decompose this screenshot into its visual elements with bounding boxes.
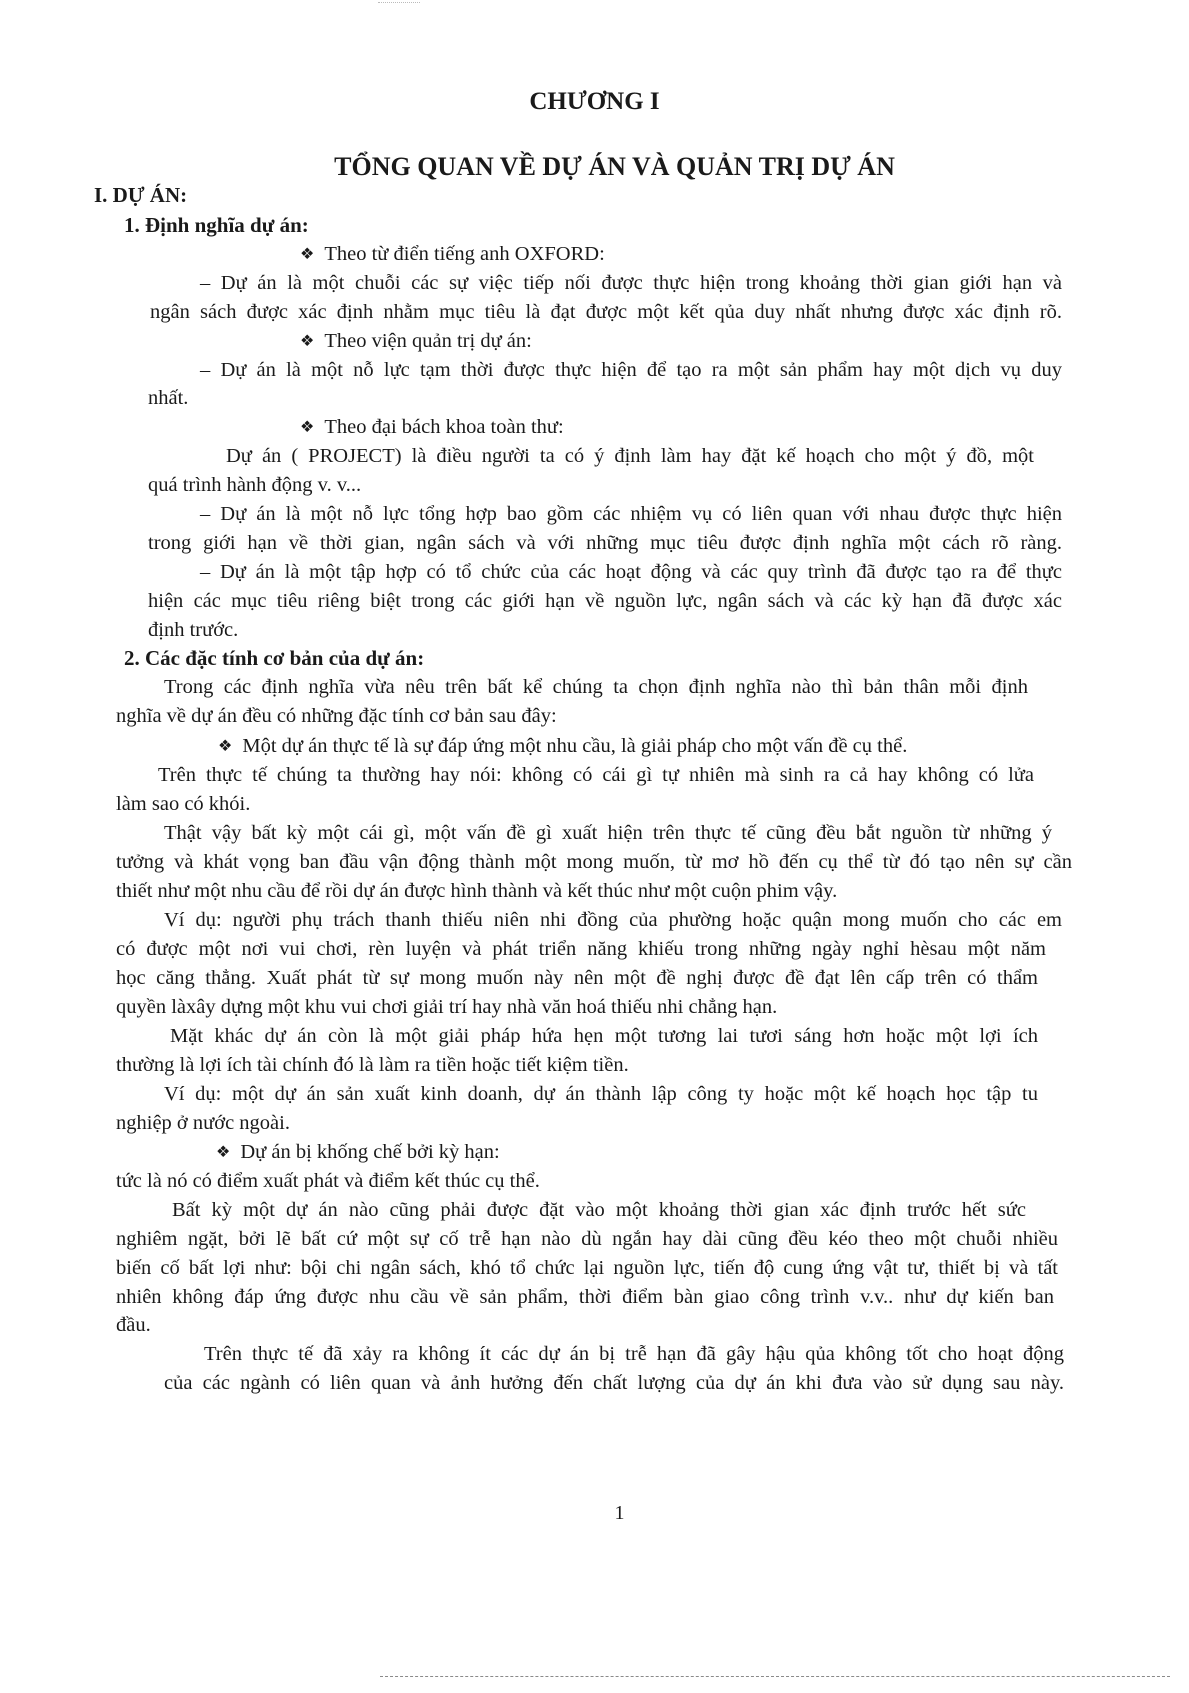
text-line: làm sao có khói. [116,793,251,815]
text-line: tức là nó có điểm xuất phát và điểm kết thúc cụ thể. [116,1170,540,1192]
bullet-icon: ❖ [300,333,315,350]
text-line: Bất kỳ một dự án nào cũng phải được đặt vào một khoảng thời gian xác định trước hết sức [172,1199,1026,1221]
text-line: – Dự án là một nỗ lực tạm thời được thực hiện để tạo ra một sản phẩm hay một dịch vụ duy [200,359,1062,381]
text-line: tưởng và khát vọng ban đầu vận động thành một mong muốn, từ mơ hồ đến cụ thể từ đó tạo nên sự cần [116,851,1072,873]
text-line: Mặt khác dự án còn là một giải pháp hứa hẹn một tương lai tươi sáng hơn hoặc một lợi ích [170,1025,1038,1047]
bullet-icon: ❖ [300,246,315,263]
text-line: nghiêm ngặt, bởi lẽ bất cứ một sự cố trễ hạn nào dù ngắn hay dài cũng đều kéo theo một chuỗi nhiều [116,1228,1058,1250]
text-line: ngân sách được xác định nhằm mục tiêu là đạt được một kết qủa duy nhất nhưng được xác định rõ. [150,301,1062,323]
bullet-item-ky-han [216,1137,500,1169]
text-line: đầu. [116,1314,151,1336]
bullet-item-bach-khoa [300,412,564,444]
bullet-text: Dự án bị khống chế bởi kỳ hạn: [240,1141,500,1163]
bullet-icon: ❖ [218,738,233,755]
scan-speck [378,2,420,3]
text-line: – Dự án là một tập hợp có tổ chức của các hoạt động và các quy trình đã được tạo ra để thực [200,561,1062,583]
bullet-icon: ❖ [216,1144,231,1161]
bullet-icon: ❖ [300,419,315,436]
text-line: nghĩa về dự án đều có những đặc tính cơ bản sau đây: [116,705,557,727]
text-line: quá trình hành động v. v... [148,474,362,496]
text-line: – Dự án là một nỗ lực tổng hợp bao gồm các nhiệm vụ có liên quan với nhau được thực hiện [200,503,1062,525]
text-line: hiện các mục tiêu riêng biệt trong các giới hạn về nguồn lực, ngân sách và các kỳ hạn đã được xác [148,590,1062,612]
subsection-heading-dac-tinh: 2. Các đặc tính cơ bản của dự án: [124,646,425,670]
bullet-text: Một dự án thực tế là sự đáp ứng một nhu cầu, là giải pháp cho một vấn đề cụ thể. [242,735,908,757]
text-line: trong giới hạn về thời gian, ngân sách và với những mục tiêu được định nghĩa một cách rõ ràng. [148,532,1062,554]
subsection-heading-dinh-nghia: 1. Định nghĩa dự án: [124,213,309,237]
text-line: nhất. [148,387,189,409]
text-line: Dự án ( PROJECT) là điều người ta có ý định làm hay đặt kế hoạch cho một ý đồ, một [226,445,1034,467]
text-line: biến cố bất lợi như: bội chi ngân sách, khó tổ chức lại nguồn lực, tiến độ cung ứng vật tư, thiết bị và tất [116,1257,1058,1279]
text-line: định trước. [148,619,239,641]
bullet-item-oxford [300,239,605,271]
text-line: Ví dụ: người phụ trách thanh thiếu niên nhi đồng của phường hoặc quận mong muốn cho các em [164,909,1062,931]
text-line: thường là lợi ích tài chính đó là làm ra tiền hoặc tiết kiệm tiền. [116,1054,629,1076]
chapter-title: TỔNG QUAN VỀ DỰ ÁN VÀ QUẢN TRỊ DỰ ÁN [334,152,895,181]
text-line: nhiên không đáp ứng được nhu cầu về sản phẩm, thời điểm bàn giao công trình v.v.. như dự kiến ban [116,1286,1054,1308]
text-line: của các ngành có liên quan và ảnh hưởng đến chất lượng của dự án khi đưa vào sử dụng sau này. [164,1372,1064,1394]
text-line: – Dự án là một chuỗi các sự việc tiếp nối được thực hiện trong khoảng thời gian giới hạn và [200,272,1062,294]
text-line: quyền làxây dựng một khu vui chơi giải trí hay nhà văn hoá thiếu nhi chẳng hạn. [116,996,778,1018]
bullet-text: Theo viện quản trị dự án: [324,330,532,352]
section-heading-du-an: I. DỰ ÁN: [94,183,188,207]
text-line: Ví dụ: một dự án sản xuất kinh doanh, dự án thành lập công ty hoặc một kế hoạch học tập tu [164,1083,1038,1105]
text-line: học căng thẳng. Xuất phát từ sự mong muốn này nên một đề nghị được đề đạt lên cấp trên có thẩm [116,967,1038,989]
scan-edge-line [380,1676,1170,1677]
text-line: Thật vậy bất kỳ một cái gì, một vấn đề gì xuất hiện trên thực tế cũng đều bắt nguồn từ những ý [164,822,1052,844]
text-line: thiết như một nhu cầu để rồi dự án được hình thành và kết thúc như một cuộn phim vậy. [116,880,838,902]
text-line: Trên thực tế chúng ta thường hay nói: không có cái gì tự nhiên mà sinh ra cả hay không có lửa [158,764,1034,786]
page-number: 1 [614,1502,625,1524]
bullet-item-nhu-cau [218,731,907,763]
text-line: nghiệp ở nước ngoài. [116,1112,290,1134]
chapter-heading: CHƯƠNG I [529,88,660,115]
text-line: có được một nơi vui chơi, rèn luyện và phát triển năng khiếu trong những ngày nghỉ hèsau một năm [116,938,1046,960]
bullet-item-vien [300,326,532,358]
bullet-text: Theo từ điển tiếng anh OXFORD: [324,243,605,265]
bullet-text: Theo đại bách khoa toàn thư: [324,416,564,438]
text-line: Trong các định nghĩa vừa nêu trên bất kể chúng ta chọn định nghĩa nào thì bản thân mỗi định [164,676,1028,698]
text-line: Trên thực tế đã xảy ra không ít các dự án bị trễ hạn đã gây hậu qủa không tốt cho hoạt động [204,1343,1064,1365]
